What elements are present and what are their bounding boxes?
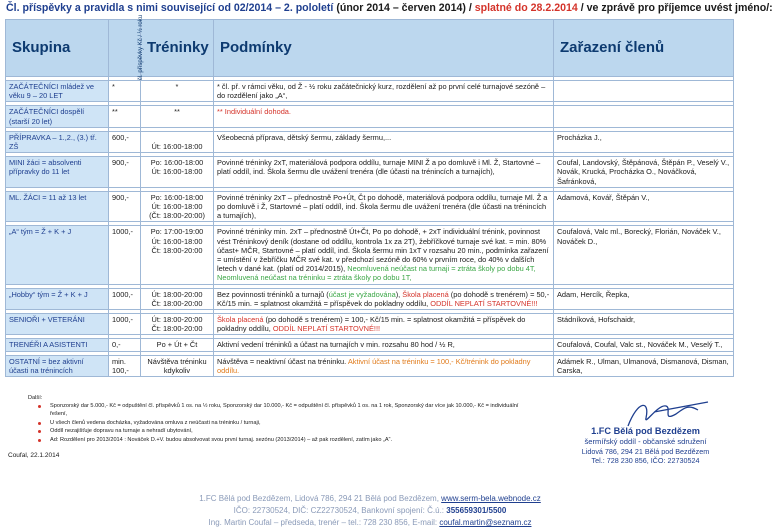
condition-text: Všeobecná příprava, dětský šermu, základy šermu,... — [217, 132, 392, 142]
fee-cell: 1000,- — [109, 226, 141, 284]
conditions-cell — [214, 157, 554, 188]
table-row — [6, 355, 734, 376]
condition-text: Škola placená — [217, 315, 264, 325]
training-time: ** — [174, 107, 180, 117]
members-cell: Coufalová, Valc ml., Borecký, Florián, Nováček V., Nováček D., — [554, 226, 734, 284]
condition-text: účast je vyžadována — [328, 289, 396, 299]
footer-address: 1.FC Bělá pod Bezdězem, Lidová 786, 294 21 Bělá pod Bezdězem, — [199, 494, 439, 503]
group-cell: „A“ tým = Ž + K + J — [6, 226, 109, 284]
members-cell: Coufal, Landovský, Štěpánová, Štěpán P., Veselý V., Novák, Krucká, Procházka O., Nováčková, Šafránková, — [554, 157, 734, 188]
training-time: Po + Út + Čt — [156, 340, 198, 350]
training-time: Návštěva tréninku — [147, 356, 207, 366]
col-header-group: Skupina — [6, 20, 109, 77]
stamp-line-3: Lidová 786, 294 21 Bělá pod Bezdězem — [581, 447, 710, 456]
conditions-cell — [214, 288, 554, 309]
page-header — [6, 2, 773, 14]
conditions-cell — [214, 355, 554, 376]
training-time: Út: 18:00-20:00 — [151, 315, 203, 325]
table-row — [6, 81, 734, 102]
condition-text: Povinné tréninky min. 2xT – přednostně Út+Čt, Po po dohodě, + 2xT individuální trénink, povinnost vést Tréninkový deník (dostane od oddílu, kontrola 1x za 2T), žebříčkové turnaje své kat. = min. 80% účast+ MČR, Startovné – platí oddíl, ind. Škola šermu min 1xT v rozsahu 20 min., podmínka zařazení = umístění v žebříčku MČR své kat. v předchozí sezóně do 60% v prvním roce, do 40% v dalších letech v dané kat. (platí od 2014/2015), — [217, 227, 549, 274]
footer-line-1 — [0, 494, 740, 503]
table-row — [6, 106, 734, 127]
condition-text: (po dohodě s trenérem) = 50,- Kč/15 min. = splatnost okamžitá = příspěvek do pokladny oddílu, — [217, 289, 550, 308]
table-row — [6, 131, 734, 152]
stamp-line-1: 1.FC Bělá pod Bezdězem — [591, 426, 700, 436]
group-cell: SENIOŘI + VETERÁNI — [6, 314, 109, 335]
header-title: Čl. příspěvky a pravidla s nimi související od 02/2014 – 2. pololetí — [6, 2, 334, 14]
conditions-cell — [214, 339, 554, 351]
table-row — [6, 157, 734, 188]
conditions-cell — [214, 314, 554, 335]
members-cell — [554, 106, 734, 127]
members-cell: Coufalová, Coufal, Valc st., Nováček M., Veselý T., — [554, 339, 734, 351]
footer-line-2 — [0, 506, 740, 515]
note-line: Ad: Rozdělení pro 2013/2014 : Nováček D.+V. budou absolvovat svou první turnaj. sezónu (2013/2014) – až pak rozdělení, zatím jako „A“. — [16, 436, 536, 444]
training-times-cell — [141, 131, 214, 152]
footer-contact: Ing. Martin Coufal – předseda, trenér – tel.: 728 230 856, E-mail: — [208, 518, 438, 527]
conditions-cell — [214, 191, 554, 222]
members-cell — [554, 81, 734, 102]
website-link[interactable]: www.serm-bela.webnode.cz — [441, 494, 541, 503]
training-times-cell — [141, 288, 214, 309]
condition-text: ** Individuální dohoda. — [217, 107, 291, 117]
bank-account: 355659301/5500 — [446, 506, 507, 515]
training-time: Čt: 18:00-20:00 — [151, 245, 203, 255]
condition-text: Aktivní účast na tréninku = 100,- Kč/trénink do pokladny oddílu. — [217, 356, 531, 375]
condition-text: Povinné tréninky 2xT, materiálová podpora oddílu, turnaje MINI Ž a po domluvě i Ml. Ž, Startovné – platí oddíl, ind. Škola šermu dle uvážení trenéra (dle účasti na trénincích a turnajích), — [217, 158, 541, 177]
members-cell: Stádníková, Hofschaidr, — [554, 314, 734, 335]
training-time: (Čt: 18:00-20:00) — [149, 211, 205, 221]
fee-cell: min. 100,- — [109, 355, 141, 376]
training-time — [144, 133, 210, 142]
signature-scribble — [558, 396, 733, 430]
table-row — [6, 191, 734, 222]
fee-cell: 900,- — [109, 157, 141, 188]
stamp-line-4: Tel.: 728 230 856, IČO: 22730524 — [591, 456, 700, 465]
members-cell: Adamová, Kovář, Štěpán V., — [554, 191, 734, 222]
conditions-cell — [214, 131, 554, 152]
fee-cell: 0,- — [109, 339, 141, 351]
note-line: Sponzorský dar 5.000,- Kč = odpuštění čl. příspěvků 1 os. na ½ roku, Sponzorský dar 10.000,- Kč = odpuštění čl. příspěvků 1 os. na 1 rok, Sponzorský dar více jak 10.000,- Kč = individuální řešení, — [16, 402, 536, 419]
note-line: Oddíl nezajišťuje dopravu na turnaje a nehradí ubytování, — [16, 427, 536, 435]
training-time: Út: 18:00-20:00 — [151, 289, 203, 299]
group-cell: MINI žáci = absolventi přípravky do 11 let — [6, 157, 109, 188]
fee-cell: * — [109, 81, 141, 102]
training-time: Po: 17:00-19:00 — [150, 227, 204, 237]
footer-line-3 — [0, 518, 740, 527]
group-cell: ZAČÁTEČNÍCI mládež ve věku 9 – 20 LET — [6, 81, 109, 102]
training-time: Čt: 18:00-20:00 — [151, 298, 203, 308]
notes-section — [16, 394, 536, 444]
email-link[interactable]: coufal.martin@seznam.cz — [439, 518, 532, 527]
table-body — [6, 77, 734, 377]
members-cell: Adam, Hercík, Řepka, — [554, 288, 734, 309]
training-times-cell — [141, 314, 214, 335]
col-header-training: Tréninky — [141, 20, 214, 77]
fee-cell: 600,- — [109, 131, 141, 152]
training-time: Čt: 18:00-20:00 — [151, 324, 203, 334]
training-time: * — [175, 82, 179, 91]
training-time: Út: 16:00-18:00 — [151, 141, 203, 151]
col-header-members: Zařazení členů — [554, 20, 734, 77]
footer-company-ids: IČO: 22730524, DIČ: CZ22730524, Bankovní spojení: Č.ú.: — [233, 506, 445, 515]
header-instruction: / ve zprávě pro příjemce uvést jméno/: — [580, 2, 773, 14]
fee-cell: ** — [109, 106, 141, 127]
training-times-cell — [141, 81, 214, 102]
group-cell: OSTATNÍ = bez aktivní účasti na trénincích — [6, 355, 109, 376]
condition-text: Aktivní vedení tréninků a účast na turnajích v min. rozsahu 80 hod / ½ R, — [217, 340, 455, 350]
conditions-cell — [214, 226, 554, 284]
col-header-conditions: Podmínky — [214, 20, 554, 77]
training-times-cell — [141, 106, 214, 127]
author-date: Coufal, 22.1.2014 — [8, 452, 60, 459]
notes-label: Další: — [28, 395, 43, 401]
members-cell: Adámek R., Ulman, Ulmanová, Dismanová, Disman, Carska, — [554, 355, 734, 376]
condition-text: (po dohodě s trenérem) = 100,- Kč/15 min. = splatnost okamžitá = příspěvek do pokladny oddílu, — [217, 315, 526, 334]
condition-text: ODDÍL NEPLATÍ STARTOVNÉ!!! — [430, 298, 538, 308]
condition-text: Škola placená — [402, 289, 449, 299]
group-cell: PŘÍPRAVKA – 1.,2., (3.) tř. ZŠ — [6, 131, 109, 152]
condition-text: Povinné tréninky 2xT – přednostně Po+Út, Čt po dohodě, materiálová podpora oddílu, turnaje Ml. Ž a po domluvě i Ž, Startovné – platí oddíl, ind. Škola šermu dle uvážení trenéra (dle účasti na trénincích a turnajích), — [217, 192, 548, 221]
training-time: Út: 16:00-18:00 — [151, 202, 203, 212]
stamp-line-2: šermířský oddíl - občanské sdružení — [584, 437, 707, 446]
condition-text: * čl. př. v rámci věku, od Ž - ½ roku začátečnický kurz, rozdělení až po první celé turnajové sezóně – do rozdělení jako „A“, — [217, 82, 546, 101]
header-due-date: splatné do 28.2.2014 — [474, 2, 578, 14]
training-times-cell — [141, 355, 214, 376]
col-header-fee: čl. příspěvky Kč / ½ roku — [109, 20, 141, 77]
fees-table — [5, 15, 734, 377]
training-time: Út: 16:00-18:00 — [151, 167, 203, 177]
training-times-cell — [141, 339, 214, 351]
fee-cell: 900,- — [109, 191, 141, 222]
group-cell: ML. ŽÁCI = 11 až 13 let — [6, 191, 109, 222]
group-cell: „Hobby“ tým = Ž + K + J — [6, 288, 109, 309]
group-cell: ZAČÁTEČNÍCI dospělí (starší 20 let) — [6, 106, 109, 127]
fee-cell: 1000,- — [109, 288, 141, 309]
condition-text: ), — [395, 289, 403, 299]
table-row — [6, 288, 734, 309]
condition-text: Neomluvená neúčast na turnaji = ztráta školy po dobu 4T, Neomluvená neúčast na tréninku = ztráta školy po dobu 1T, — [217, 264, 536, 283]
conditions-cell — [214, 106, 554, 127]
training-times-cell — [141, 191, 214, 222]
condition-text: ODDÍL NEPLATÍ STARTOVNÉ!!! — [272, 324, 381, 334]
training-time: Po: 16:00-18:00 — [150, 158, 204, 168]
training-times-cell — [141, 157, 214, 188]
conditions-cell — [214, 81, 554, 102]
condition-text: Bez povinnosti tréninků a turnajů ( — [217, 289, 329, 299]
training-time: Po: 16:00-18:00 — [150, 192, 204, 202]
training-times-cell — [141, 226, 214, 284]
note-line: U všech členů vedena docházka, vyžadována omluva z neúčasti na tréninku / turnaji, — [16, 419, 536, 427]
table-row — [6, 339, 734, 351]
header-period: (únor 2014 – červen 2014) / — [336, 2, 472, 14]
training-time: kdykoliv — [163, 365, 191, 375]
training-time: Út: 16:00-18:00 — [151, 236, 203, 246]
members-cell: Procházka J., — [554, 131, 734, 152]
condition-text: Návštěva = neaktivní účast na tréninku. — [217, 356, 348, 366]
table-row — [6, 314, 734, 335]
table-row — [6, 226, 734, 284]
fee-cell: 1000,- — [109, 314, 141, 335]
group-cell: TRENÉŘI A ASISTENTI — [6, 339, 109, 351]
